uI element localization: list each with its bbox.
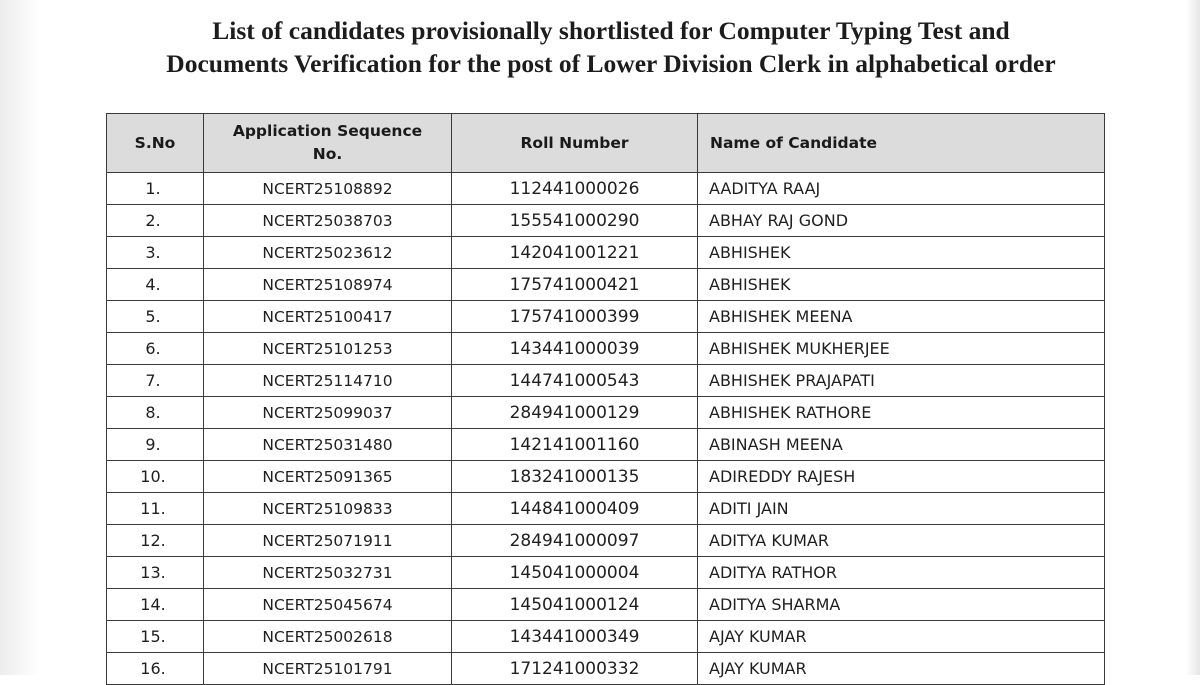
header-sno: S.No <box>107 114 204 173</box>
application-sequence-cell: NCERT25108892 <box>204 173 452 205</box>
table-row <box>107 237 1105 269</box>
candidate-name-cell: ADITYA SHARMA <box>698 589 1105 621</box>
application-sequence-cell: NCERT25108974 <box>204 269 452 301</box>
application-sequence-cell: NCERT25100417 <box>204 301 452 333</box>
roll-number-cell: 144741000543 <box>452 365 698 397</box>
table-row <box>107 397 1105 429</box>
roll-number-cell: 171241000332 <box>452 653 698 685</box>
application-sequence-cell: NCERT25091365 <box>204 461 452 493</box>
roll-number-cell: 155541000290 <box>452 205 698 237</box>
application-sequence-cell: NCERT25045674 <box>204 589 452 621</box>
application-sequence-cell: NCERT25032731 <box>204 557 452 589</box>
sno-cell: 7. <box>107 365 204 397</box>
page-edge-shadow-left <box>0 0 40 675</box>
document-title <box>0 14 1200 80</box>
candidate-name-cell: ABHISHEK MUKHERJEE <box>698 333 1105 365</box>
roll-number-cell: 183241000135 <box>452 461 698 493</box>
table-body <box>107 173 1105 685</box>
roll-number-cell: 145041000124 <box>452 589 698 621</box>
candidate-name-cell: ABHAY RAJ GOND <box>698 205 1105 237</box>
candidate-name-cell: ABHISHEK <box>698 269 1105 301</box>
candidates-table <box>106 113 1105 685</box>
application-sequence-cell: NCERT25109833 <box>204 493 452 525</box>
application-sequence-cell: NCERT25023612 <box>204 237 452 269</box>
candidate-name-cell: ABHISHEK PRAJAPATI <box>698 365 1105 397</box>
sno-cell: 5. <box>107 301 204 333</box>
table-row <box>107 365 1105 397</box>
roll-number-cell: 175741000399 <box>452 301 698 333</box>
roll-number-cell: 143441000349 <box>452 621 698 653</box>
sno-cell: 13. <box>107 557 204 589</box>
table-row <box>107 493 1105 525</box>
candidate-name-cell: AJAY KUMAR <box>698 621 1105 653</box>
roll-number-cell: 142141001160 <box>452 429 698 461</box>
sno-cell: 15. <box>107 621 204 653</box>
sno-cell: 9. <box>107 429 204 461</box>
page-edge-shadow-right <box>1186 0 1200 675</box>
application-sequence-cell: NCERT25071911 <box>204 525 452 557</box>
application-sequence-cell: NCERT25031480 <box>204 429 452 461</box>
sno-cell: 4. <box>107 269 204 301</box>
sno-cell: 8. <box>107 397 204 429</box>
roll-number-cell: 284941000129 <box>452 397 698 429</box>
roll-number-cell: 143441000039 <box>452 333 698 365</box>
table-row <box>107 557 1105 589</box>
sno-cell: 1. <box>107 173 204 205</box>
application-sequence-cell: NCERT25038703 <box>204 205 452 237</box>
roll-number-cell: 144841000409 <box>452 493 698 525</box>
header-row <box>107 114 1105 173</box>
sno-cell: 16. <box>107 653 204 685</box>
candidate-name-cell: ADIREDDY RAJESH <box>698 461 1105 493</box>
candidate-name-cell: ADITI JAIN <box>698 493 1105 525</box>
candidate-name-cell: AJAY KUMAR <box>698 653 1105 685</box>
document-title-line-1: List of candidates provisionally shortlisted for Computer Typing Test and <box>212 16 1010 45</box>
roll-number-cell: 145041000004 <box>452 557 698 589</box>
candidate-name-cell: ADITYA KUMAR <box>698 525 1105 557</box>
application-sequence-cell: NCERT25114710 <box>204 365 452 397</box>
sno-cell: 11. <box>107 493 204 525</box>
header-application-sequence-no: Application Sequence No. <box>204 114 452 173</box>
application-sequence-cell: NCERT25002618 <box>204 621 452 653</box>
table-row <box>107 429 1105 461</box>
roll-number-cell: 112441000026 <box>452 173 698 205</box>
document-title-line-2: Documents Verification for the post of Lower Division Clerk in alphabetical order <box>166 49 1056 78</box>
roll-number-cell: 142041001221 <box>452 237 698 269</box>
candidate-name-cell: ABHISHEK MEENA <box>698 301 1105 333</box>
application-sequence-cell: NCERT25099037 <box>204 397 452 429</box>
candidate-name-cell: AADITYA RAAJ <box>698 173 1105 205</box>
sno-cell: 10. <box>107 461 204 493</box>
table-row <box>107 173 1105 205</box>
table-row <box>107 269 1105 301</box>
table-row <box>107 301 1105 333</box>
header-roll-number: Roll Number <box>452 114 698 173</box>
candidate-name-cell: ABHISHEK <box>698 237 1105 269</box>
table-row <box>107 333 1105 365</box>
table-row <box>107 653 1105 685</box>
application-sequence-cell: NCERT25101791 <box>204 653 452 685</box>
roll-number-cell: 175741000421 <box>452 269 698 301</box>
table-row <box>107 205 1105 237</box>
sno-cell: 14. <box>107 589 204 621</box>
sno-cell: 2. <box>107 205 204 237</box>
table-row <box>107 589 1105 621</box>
roll-number-cell: 284941000097 <box>452 525 698 557</box>
sno-cell: 12. <box>107 525 204 557</box>
header-name-of-candidate: Name of Candidate <box>698 114 1105 173</box>
table-row <box>107 621 1105 653</box>
sno-cell: 3. <box>107 237 204 269</box>
table-header <box>107 114 1105 173</box>
table-row <box>107 525 1105 557</box>
sno-cell: 6. <box>107 333 204 365</box>
candidate-name-cell: ABHISHEK RATHORE <box>698 397 1105 429</box>
candidate-name-cell: ADITYA RATHOR <box>698 557 1105 589</box>
candidate-name-cell: ABINASH MEENA <box>698 429 1105 461</box>
table-row <box>107 461 1105 493</box>
application-sequence-cell: NCERT25101253 <box>204 333 452 365</box>
